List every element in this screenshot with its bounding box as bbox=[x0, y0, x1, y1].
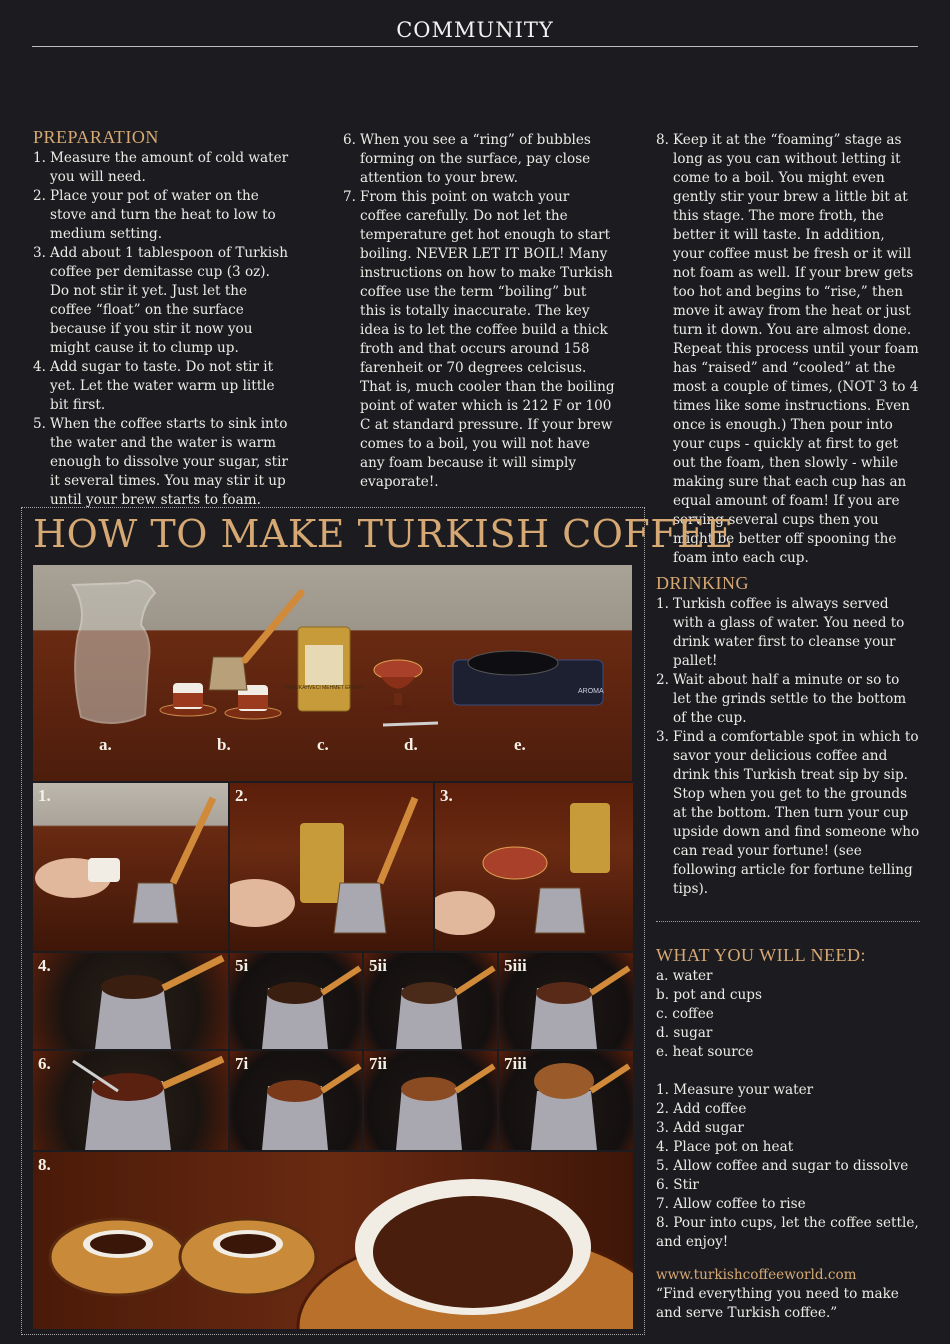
preparation-column bbox=[33, 128, 291, 510]
right-column bbox=[656, 131, 920, 1323]
list-item: 1. Measure your water bbox=[656, 1082, 814, 1098]
list-item: 7. From this point on watch your coffee carefully. Do not let the temperature get hot enough to start boiling. NEVER LET IT BOIL! Many instructions on how to make Turkish coffee use the term “boiling” but this is totally inaccurate. The key idea is to let the coffee build a thick froth and that occurs around 158 farenheit or 70 degrees celcisus. That is, much cooler than the boiling point of water which is 212 F or 100 C at standard pressure. If your brew comes to a boil, you will not have any foam because it will simply evaporate!. bbox=[343, 189, 615, 490]
preparation-title: PREPARATION bbox=[33, 127, 159, 147]
hotplate-label: AROMA bbox=[578, 688, 604, 695]
preparation-column-2 bbox=[343, 131, 615, 492]
step-photo-5i bbox=[230, 953, 362, 1049]
list-item: 1. Measure the amount of cold water you will need. bbox=[33, 150, 289, 185]
step-label-6: 6. bbox=[38, 1054, 51, 1073]
list-item: c. coffee bbox=[656, 1006, 714, 1022]
section-title: COMMUNITY bbox=[396, 18, 554, 42]
list-item: 3. Add about 1 tablespoon of Turkish coffee per demitasse cup (3 oz). Do not stir it yet. Just let the coffee “float” on the surface because if you stir it now you might cause it to clump up. bbox=[33, 245, 288, 356]
step-photo-7iii bbox=[499, 1051, 633, 1150]
list-item: 2. Add coffee bbox=[656, 1101, 747, 1117]
list-item: 8. Keep it at the “foaming” stage as long as you can without letting it come to a boil. You might even gently stir your brew a little bit at this stage. The more froth, the better it will taste. In addition, your coffee must be fresh or it will not foam as well. If your brew gets too hot and begins to “rise,” then move it away from the heat or just turn it down. You are almost done. Repeat this process until your foam has “raised” and “cooled” at the most a couple of times, (NOT 3 to 4 times like some instructions. Even once is enough.) Then pour into your cups - quickly at first to get out the foam, then slowly - while making sure that each cup has an equal amount of foam! If you are serving several cups then you might be better off spooning the foam into each cup. bbox=[656, 132, 919, 566]
main-title: HOW TO MAKE TURKISH COFFEE bbox=[33, 512, 734, 556]
list-item: 4. Add sugar to taste. Do not stir it yet. Let the water warm up little bit first. bbox=[33, 359, 275, 413]
list-item: 5. When the coffee starts to sink into the water and the water is warm enough to dissolve your sugar, stir it several times. You may stir it up until your brew starts to foam. bbox=[33, 416, 288, 508]
photo-label-c: c. bbox=[317, 735, 329, 754]
step-label-1: 1. bbox=[38, 786, 51, 805]
list-item: 6. Stir bbox=[656, 1177, 699, 1193]
website-link[interactable]: www.turkishcoffeeworld.com bbox=[656, 1267, 857, 1283]
list-item: 4. Place pot on heat bbox=[656, 1139, 794, 1155]
summary-list bbox=[656, 1081, 920, 1252]
step-label-7iii: 7iii bbox=[504, 1054, 527, 1073]
tagline: “Find everything you need to make and serve Turkish coffee.” bbox=[656, 1286, 899, 1321]
step-photo-8 bbox=[33, 1152, 633, 1329]
list-item: 1. Turkish coffee is always served with a glass of water. You need to drink water first to cleanse your pallet! bbox=[656, 596, 905, 669]
list-item: 6. When you see a “ring” of bubbles forming on the surface, pay close attention to your brew. bbox=[343, 132, 591, 186]
preparation-steps bbox=[33, 149, 291, 510]
step-photo-7i bbox=[230, 1051, 362, 1150]
step-photo-2 bbox=[230, 783, 433, 951]
need-list bbox=[656, 967, 920, 1062]
jar-label: KURUKAHVECI MEHMET EFENDI bbox=[284, 685, 364, 691]
step-label-4: 4. bbox=[38, 956, 51, 975]
ingredients-photo bbox=[33, 565, 632, 781]
drinking-title: DRINKING bbox=[656, 573, 749, 593]
step-label-7ii: 7ii bbox=[369, 1054, 387, 1073]
step-photo-6 bbox=[33, 1051, 228, 1150]
step-label-5ii: 5ii bbox=[369, 956, 387, 975]
step-label-3: 3. bbox=[440, 786, 453, 805]
list-item: 3. Add sugar bbox=[656, 1120, 744, 1136]
ingredients-illustration bbox=[33, 565, 632, 781]
drinking-steps bbox=[656, 595, 920, 899]
step-label-5iii: 5iii bbox=[504, 956, 527, 975]
step-label-8: 8. bbox=[38, 1155, 51, 1174]
photo-label-b: b. bbox=[217, 735, 231, 754]
list-item: b. pot and cups bbox=[656, 987, 762, 1003]
section-header bbox=[32, 18, 918, 47]
step-label-7i: 7i bbox=[235, 1054, 249, 1073]
list-item: e. heat source bbox=[656, 1044, 754, 1060]
list-item: d. sugar bbox=[656, 1025, 713, 1041]
list-item: 8. Pour into cups, let the coffee settle, and enjoy! bbox=[656, 1215, 919, 1250]
list-item: a. water bbox=[656, 968, 713, 984]
photo-label-e: e. bbox=[514, 735, 526, 754]
need-title: WHAT YOU WILL NEED: bbox=[656, 945, 866, 965]
list-item: 3. Find a comfortable spot in which to savor your delicious coffee and drink this Turkish treat sip by sip. Stop when you get to the grounds at the bottom. Then turn your cup upside down and find someone who can read your fortune! (see following article for fortune telling tips). bbox=[656, 729, 920, 897]
step-photo-4 bbox=[33, 953, 228, 1049]
step-label-5i: 5i bbox=[235, 956, 249, 975]
photo-label-d: d. bbox=[404, 735, 418, 754]
step-photo-5ii bbox=[364, 953, 497, 1049]
step-photo-5iii bbox=[499, 953, 633, 1049]
list-item: 7. Allow coffee to rise bbox=[656, 1196, 806, 1212]
step-photo-3 bbox=[435, 783, 633, 951]
list-item: 2. Place your pot of water on the stove and turn the heat to low to medium setting. bbox=[33, 188, 276, 242]
step-label-2: 2. bbox=[235, 786, 248, 805]
photo-label-a: a. bbox=[99, 735, 112, 754]
list-item: 5. Allow coffee and sugar to dissolve bbox=[656, 1158, 909, 1174]
step-photo-1 bbox=[33, 783, 228, 951]
list-item: 2. Wait about half a minute or so to let the grinds settle to the bottom of the cup. bbox=[656, 672, 907, 726]
step-photo-7ii bbox=[364, 1051, 497, 1150]
divider bbox=[656, 921, 920, 922]
